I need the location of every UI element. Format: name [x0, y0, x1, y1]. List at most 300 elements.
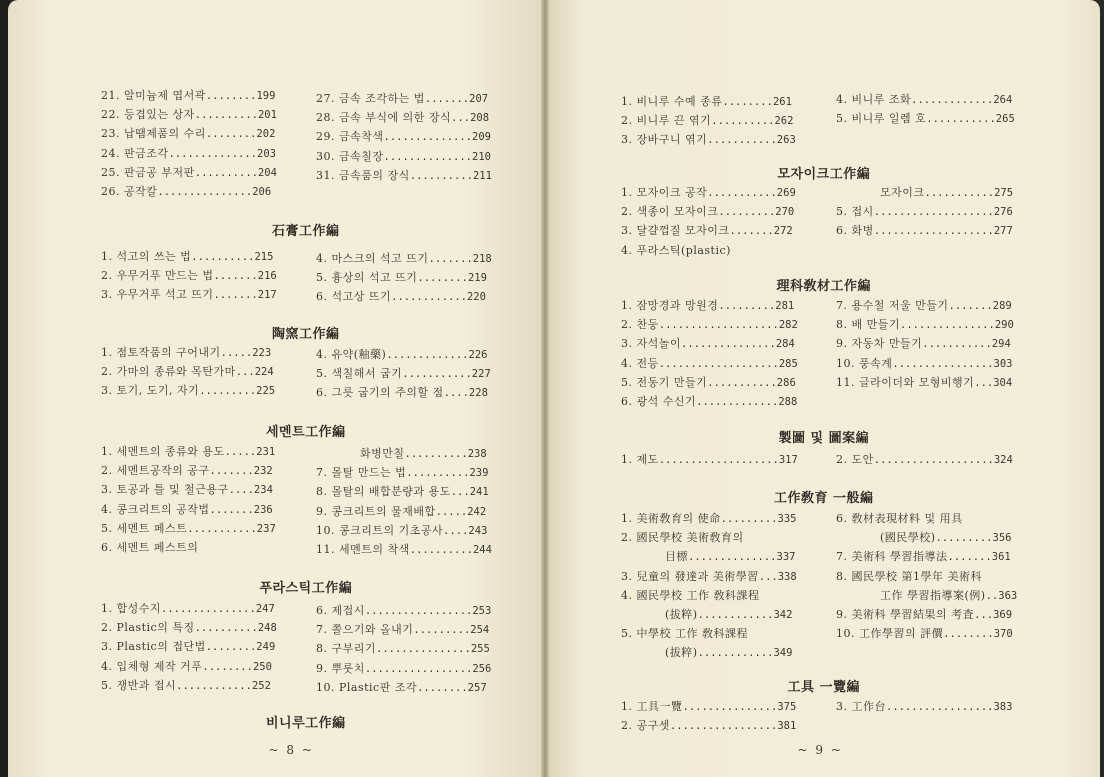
toc-entry [316, 271, 487, 285]
toc-leader: ....... [213, 270, 258, 283]
toc-entry [101, 365, 274, 379]
toc-page-number: 317 [778, 454, 798, 466]
toc-leader: ............. [386, 349, 469, 361]
toc-entry [836, 93, 1012, 107]
toc-leader: ........... [707, 134, 777, 147]
toc-entry-title: 7. 쫄으기와 올내기 [316, 623, 414, 637]
section-heading: 工具 一覽編 [787, 680, 861, 695]
toc-entry-title: 4. 마스크의 석고 뜨기 [316, 252, 429, 265]
toc-entry-title: 6. 세멘트 페스트의 [101, 541, 199, 554]
toc-leader: .......... [191, 251, 255, 263]
toc-entry [621, 395, 797, 409]
toc-entry-title: 5. 세멘트 페스트 [101, 521, 188, 535]
toc-entry [621, 186, 796, 200]
toc-entry-title: 2. 國民學校 美術敎育의 [621, 531, 744, 545]
toc-entry [316, 485, 489, 499]
toc-entry [101, 503, 273, 517]
toc-page-number: 349 [773, 647, 793, 660]
toc-entry [836, 512, 963, 526]
toc-entry-title: 1. 합성수지 [101, 602, 161, 615]
toc-entry-title: 5. 쟁반과 접시 [101, 678, 177, 692]
toc-entry-title: 目標 [665, 550, 688, 564]
toc-entry-title: 4. 유약(釉藥) [316, 348, 387, 361]
toc-leader: ......... [935, 532, 993, 545]
toc-leader: .... [443, 387, 469, 400]
toc-leader: ......... [199, 385, 257, 398]
toc-page-number: 204 [257, 166, 277, 179]
toc-leader: ........ [205, 90, 257, 102]
toc-entry [880, 589, 1017, 603]
toc-entry [621, 318, 798, 332]
toc-entry-title: 5. 비니루 일렘 호 [836, 112, 927, 126]
toc-page-number: 369 [993, 609, 1013, 621]
toc-leader: ........ [205, 128, 257, 141]
toc-leader: .......... [404, 448, 468, 460]
toc-entry [880, 531, 1011, 545]
toc-entry [621, 570, 797, 584]
toc-page-number: 227 [471, 368, 491, 381]
toc-leader: ............... [161, 603, 256, 615]
toc-entry [621, 627, 748, 641]
toc-page-number: 272 [773, 225, 793, 238]
page-number: ~ 8 ~ [268, 743, 314, 757]
toc-entry [836, 112, 1015, 126]
toc-entry [101, 660, 272, 674]
toc-leader: ..... [220, 347, 253, 359]
toc-page-number: 243 [468, 524, 488, 537]
toc-leader: ........... [926, 113, 996, 126]
toc-entry [316, 130, 491, 144]
toc-entry-title: 28. 금속 부식에 의한 장식 [316, 111, 452, 125]
toc-page-number: 232 [253, 465, 273, 478]
toc-entry-title: 2. 가마의 종류와 목탄가마 [101, 365, 236, 379]
toc-entry [316, 92, 488, 106]
toc-leader: ....... [209, 465, 254, 478]
toc-entry-title: 4. 입체형 제작 거푸 [101, 659, 203, 673]
toc-entry-title: 6. 석고상 뜨기 [316, 290, 392, 304]
toc-leader: .......... [194, 622, 258, 635]
toc-entry-title: 3. 토공과 틀 및 철근용구 [101, 483, 229, 497]
toc-entry [101, 269, 277, 283]
toc-entry [316, 150, 491, 164]
toc-page-number: 288 [778, 396, 798, 408]
toc-leader: ........... [922, 338, 992, 351]
toc-page-number: 294 [991, 338, 1011, 351]
toc-entry [665, 550, 795, 564]
toc-entry-title: 1. 잠망경과 망원경 [621, 299, 719, 312]
toc-entry-title: (拔粹) [665, 608, 698, 621]
section-heading: 陶窯工作編 [272, 327, 340, 342]
toc-entry [621, 114, 793, 128]
toc-entry [621, 453, 798, 467]
toc-entry [316, 169, 492, 183]
toc-leader: ............... [682, 701, 778, 713]
toc-leader: ......... [413, 624, 471, 637]
toc-page-number: 236 [253, 503, 273, 516]
toc-page-number: 289 [992, 300, 1012, 312]
toc-leader: ............... [376, 643, 471, 656]
toc-leader: ................... [873, 225, 994, 238]
toc-entry [621, 357, 798, 371]
toc-leader: ........ [205, 641, 257, 654]
toc-page-number: 383 [993, 701, 1013, 713]
toc-leader: ............ [391, 291, 467, 304]
toc-entry [101, 147, 276, 161]
toc-entry-title: 모자이크 [880, 186, 925, 199]
toc-entry [316, 466, 488, 480]
toc-page-number: 228 [468, 387, 488, 400]
toc-entry-title: 4. 콩크리트의 공작법 [101, 502, 210, 516]
toc-entry-title: 6. 제접시 [316, 604, 365, 617]
toc-leader: ....... [213, 289, 258, 302]
toc-leader: .............. [383, 150, 473, 163]
section-heading: 製圖 및 圖案編 [778, 431, 870, 446]
toc-page-number: 199 [256, 90, 276, 102]
toc-leader: ........ [417, 681, 468, 694]
toc-entry-title: 5. 색칠해서 굽기 [316, 367, 403, 381]
section-heading: 工作敎育 一般編 [774, 491, 874, 506]
toc-leader: ................. [669, 720, 778, 733]
toc-entry [621, 512, 797, 526]
toc-leader: ............ [697, 609, 774, 621]
toc-entry-title: 1. 工具一覽 [621, 700, 683, 713]
toc-entry-title: 9. 자동차 만들기 [836, 337, 923, 351]
toc-page-number: 248 [257, 622, 277, 635]
toc-entry-title: 2. 도안 [836, 453, 874, 466]
toc-leader: .... [443, 524, 469, 537]
toc-page-number: 201 [257, 109, 277, 122]
toc-entry-title: 7. 美術科 學習指導法 [836, 550, 948, 564]
toc-entry-title: 31. 금속품의 장식 [316, 168, 410, 182]
toc-entry [316, 252, 492, 266]
toc-leader: ................... [658, 319, 779, 332]
toc-entry [836, 299, 1012, 313]
toc-entry-title: 2. Plastic의 특징 [101, 621, 195, 635]
toc-leader: .......... [409, 169, 473, 182]
toc-entry [316, 290, 486, 304]
toc-leader: ....... [729, 225, 774, 238]
toc-entry [316, 505, 486, 519]
toc-leader: .............. [383, 131, 473, 144]
toc-entry [316, 386, 488, 400]
toc-page-number: 250 [252, 660, 272, 673]
toc-entry-title: 1. 비니루 수예 종류 [621, 95, 723, 108]
toc-entry [101, 108, 277, 122]
toc-page-number: 304 [993, 376, 1013, 389]
toc-page-number: 277 [993, 225, 1013, 238]
toc-entry-title: 6. 광석 수신기 [621, 395, 697, 408]
toc-entry [316, 111, 489, 125]
toc-entry [836, 205, 1013, 219]
toc-page-number: 253 [472, 605, 492, 617]
toc-leader: ................. [364, 662, 473, 675]
toc-entry-title: 10. 工作學習의 評價 [836, 627, 944, 641]
toc-leader: ... [974, 376, 994, 389]
toc-page-number: 381 [777, 720, 797, 733]
toc-entry-title: 11. 글라이더와 모형비행기 [836, 375, 975, 389]
toc-leader: ... [758, 570, 778, 583]
toc-leader: .......... [711, 115, 775, 128]
toc-leader: ........... [707, 187, 777, 199]
toc-page-number: 223 [252, 347, 272, 359]
toc-leader: ............ [697, 647, 774, 660]
toc-page-number: 218 [472, 253, 492, 265]
section-heading: 비니루工作編 [266, 716, 346, 731]
toc-page-number: 263 [776, 134, 796, 147]
toc-entry [836, 376, 1012, 390]
toc-page-number: 211 [472, 169, 492, 182]
toc-entry [621, 224, 793, 238]
toc-page-number: 342 [773, 609, 793, 621]
toc-page-number: 363 [998, 589, 1018, 602]
toc-leader: ........ [202, 660, 253, 673]
toc-entry [101, 483, 273, 497]
toc-page-number: 256 [472, 662, 492, 675]
toc-page-number: 361 [991, 551, 1011, 564]
toc-entry [665, 608, 792, 622]
toc-leader: ........... [187, 522, 257, 535]
toc-page-number: 261 [772, 96, 792, 108]
book-gutter [541, 0, 549, 777]
toc-entry [836, 550, 1011, 564]
toc-entry [101, 640, 275, 654]
toc-page-number: 206 [252, 186, 272, 198]
toc-leader: .............. [168, 147, 258, 160]
toc-leader: ....... [428, 253, 473, 265]
section-heading: 푸라스틱工作編 [259, 581, 353, 596]
toc-entry-title: 4. 전등 [621, 356, 659, 370]
toc-entry-title: 6. 敎材表現材料 및 用具 [836, 512, 963, 525]
toc-page-number: 216 [257, 270, 277, 283]
toc-page-number: 270 [775, 206, 795, 219]
toc-leader: .............. [688, 551, 777, 564]
toc-page-number: 244 [472, 544, 492, 556]
toc-leader: .......... [194, 109, 258, 122]
toc-page-number: 234 [253, 484, 273, 497]
toc-entry-title: 4. 비니루 조화 [836, 93, 912, 106]
toc-leader: .......... [409, 544, 473, 556]
toc-entry-title: 3. 兒童의 發達과 美術學習 [621, 569, 759, 583]
toc-entry-title: 1. 모자이크 공작 [621, 186, 708, 199]
toc-entry-title: 26. 공작칼 [101, 185, 158, 198]
toc-entry [621, 133, 796, 147]
toc-entry [836, 570, 982, 584]
toc-leader: ... [450, 486, 470, 499]
toc-entry [880, 186, 1013, 200]
toc-entry-title: 2. 찬둥 [621, 318, 659, 332]
toc-entry-title: 29. 금속착색 [316, 130, 384, 144]
toc-entry [621, 205, 794, 219]
toc-entry-title: 21. 알미늄제 엽서곽 [101, 89, 206, 102]
toc-entry-title: 6. 그릇 굽기의 주의할 점 [316, 386, 444, 400]
toc-entry [101, 127, 275, 141]
toc-entry-title: 2. 공구셋 [621, 719, 670, 733]
toc-entry [621, 95, 792, 109]
toc-entry-title: 3. 자석놀이 [621, 337, 681, 351]
toc-page-number: 209 [472, 131, 491, 144]
page-number: ~ 9 ~ [797, 743, 843, 757]
toc-leader: ................. [886, 701, 994, 713]
toc-page-number: 210 [472, 150, 491, 163]
toc-entry-title: 5. 中學校 工作 敎科課程 [621, 627, 748, 641]
toc-entry-title: 2. 우무거푸 만드는 법 [101, 269, 214, 283]
toc-entry [101, 384, 275, 398]
section-heading: 石膏工作編 [272, 224, 340, 239]
toc-entry-title: 1. 석고의 쓰는 법 [101, 250, 192, 263]
toc-leader: ................... [658, 454, 779, 466]
toc-entry [101, 522, 276, 536]
toc-entry-title: 9. 콩크리트의 물재배합 [316, 504, 436, 518]
toc-leader: ......... [718, 206, 776, 219]
toc-entry [101, 541, 198, 555]
toc-leader: ............... [681, 338, 776, 351]
toc-leader: ................ [892, 357, 994, 370]
toc-page-number: 282 [778, 319, 798, 332]
toc-page-number: 255 [470, 643, 490, 656]
toc-page-number: 220 [466, 291, 486, 304]
toc-leader: ........... [402, 368, 472, 381]
toc-entry [101, 250, 273, 264]
toc-entry-title: 8. 國民學校 第1學年 美術科 [836, 569, 982, 583]
toc-entry-title: 10. 풍속계 [836, 356, 893, 370]
toc-leader: ............... [157, 186, 253, 198]
toc-entry-title: 1. 세멘트의 종류와 용도 [101, 445, 225, 458]
toc-entry-title: 화병만칠 [360, 447, 405, 460]
toc-leader: .......... [406, 467, 470, 480]
toc-leader: ......... [720, 513, 778, 525]
toc-page-number: 257 [467, 681, 487, 694]
toc-entry-title: 2. 색종이 모자이크 [621, 205, 719, 219]
toc-entry-title: 8. 배 만들기 [836, 318, 900, 332]
toc-entry-title: 6. 화병 [836, 224, 874, 238]
toc-page-number: 254 [470, 624, 490, 637]
toc-leader: ....... [947, 551, 992, 564]
toc-page-number: 219 [467, 272, 487, 285]
toc-leader: ....... [424, 93, 470, 105]
toc-leader: ................... [873, 206, 994, 219]
toc-entry [836, 357, 1013, 371]
toc-page-number: 242 [467, 505, 487, 518]
toc-leader: ........... [707, 376, 777, 389]
section-heading: 理科敎材工作編 [776, 279, 872, 294]
toc-entry-title: 3. 장바구니 엮기 [621, 133, 708, 147]
toc-page-number: 264 [993, 94, 1013, 106]
toc-entry [101, 445, 275, 459]
toc-page-number: 290 [994, 319, 1014, 332]
toc-entry [836, 608, 1012, 622]
toc-entry-title: 5. 흉상의 석고 뜨기 [316, 271, 418, 285]
toc-entry-title: 3. 달걀껍질 모자이크 [621, 224, 730, 238]
toc-entry-title: 25. 판금공 부저판 [101, 165, 195, 179]
toc-entry-title: 2. 비니루 끈 엮기 [621, 114, 712, 128]
toc-page-number: 225 [256, 385, 276, 398]
toc-leader: ....... [209, 503, 254, 516]
toc-leader: ............... [900, 319, 995, 332]
toc-page-number: 252 [251, 679, 271, 692]
toc-leader: ................... [658, 357, 779, 370]
toc-page-number: 202 [256, 128, 276, 141]
toc-page-number: 285 [778, 357, 798, 370]
toc-page-number: 337 [776, 551, 796, 564]
toc-entry [101, 679, 271, 693]
toc-page-number: 335 [777, 513, 797, 525]
toc-page-number: 324 [993, 454, 1013, 466]
toc-page-number: 241 [469, 486, 489, 499]
toc-entry-title: 工作 學習指導案(例) [880, 588, 986, 602]
toc-leader: ... [451, 112, 471, 125]
toc-entry-title: 3. 우무거푸 석고 뜨기 [101, 288, 214, 302]
toc-page-number: 370 [993, 628, 1013, 641]
toc-entry [621, 337, 795, 351]
toc-entry [621, 589, 759, 603]
toc-entry-title: 5. 접시 [836, 205, 874, 219]
toc-entry-title: 10. Plastic판 조각 [316, 680, 418, 694]
toc-entry-title: 24. 판금조각 [101, 146, 169, 160]
toc-entry-title: 27. 금속 조각하는 법 [316, 92, 425, 105]
toc-leader: ... [974, 609, 994, 621]
toc-page-number: 275 [994, 187, 1014, 199]
toc-page-number: 303 [993, 357, 1013, 370]
toc-page-number: 375 [777, 701, 797, 713]
toc-page-number: 276 [993, 206, 1013, 219]
toc-entry [621, 299, 794, 313]
toc-leader: ................... [873, 454, 994, 466]
toc-leader: ....... [948, 300, 993, 312]
section-heading: 세멘트工作編 [266, 425, 346, 440]
toc-entry-title: 9. 美術科 學習結果의 考査 [836, 608, 975, 621]
toc-entry-title: 4. 푸라스틱(plastic) [621, 243, 731, 257]
toc-entry-title: (國民學校) [880, 531, 936, 545]
toc-page-number: 231 [256, 446, 276, 458]
toc-entry [101, 288, 277, 302]
toc-leader: .. [985, 589, 999, 602]
toc-entry [836, 318, 1014, 332]
toc-entry [316, 524, 487, 538]
toc-entry [836, 224, 1013, 238]
toc-entry [665, 646, 792, 660]
toc-entry-title: 4. 國民學校 工作 敎科課程 [621, 588, 760, 602]
toc-entry-title: 9. 뿌룻치 [316, 661, 365, 675]
toc-entry [316, 348, 487, 362]
toc-entry [101, 185, 271, 199]
toc-page-number: 203 [257, 147, 276, 160]
toc-entry [316, 662, 491, 676]
toc-page-number: 338 [777, 570, 797, 583]
toc-entry [101, 464, 273, 478]
toc-entry [101, 89, 275, 103]
toc-leader: .... [228, 484, 254, 497]
toc-entry [101, 166, 277, 180]
toc-entry [101, 602, 275, 616]
toc-entry-title: 10. 콩크리트의 기초공사 [316, 523, 444, 537]
toc-entry-title: 22. 등겹있는 상자 [101, 108, 195, 122]
toc-entry [101, 621, 277, 635]
toc-leader: ........ [722, 96, 773, 108]
toc-leader: ............. [696, 396, 779, 408]
toc-entry [621, 531, 744, 545]
toc-page-number: 286 [776, 376, 796, 389]
toc-page-number: 249 [256, 641, 276, 654]
toc-page-number: 239 [469, 467, 489, 480]
toc-entry [836, 627, 1013, 641]
toc-entry-title: 30. 금속칠장 [316, 149, 384, 163]
toc-entry [316, 681, 487, 695]
toc-page-number: 284 [775, 338, 795, 351]
toc-page-number: 226 [468, 349, 488, 361]
toc-leader: ................. [364, 605, 473, 617]
toc-leader: .......... [194, 166, 258, 179]
section-heading: 모자이크工作編 [777, 167, 871, 182]
